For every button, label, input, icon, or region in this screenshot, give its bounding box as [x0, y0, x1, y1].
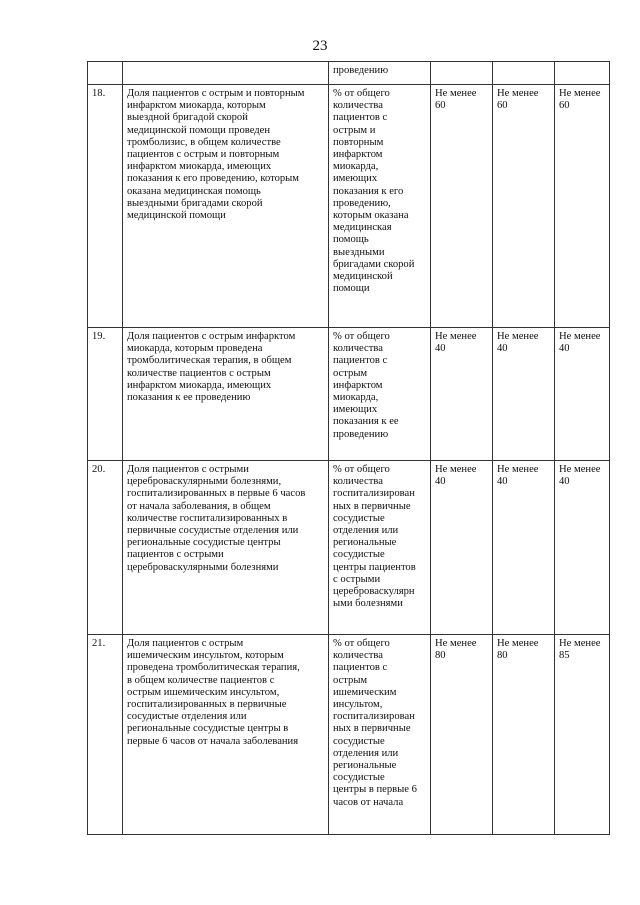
- unit-cell: % от общего количества пациентов с острым ишемическим инсультом, госпитализирован ных в первичные сосудистые отделения или региональные сосудистые центры в первые 6 часов от начала: [329, 635, 431, 835]
- row-number-cell: 18.: [88, 85, 123, 328]
- unit-cell: % от общего количества пациентов с острым инфарктом миокарда, имеющих показания к ее проведению: [329, 328, 431, 461]
- table-row: [88, 85, 610, 328]
- table-row: [88, 461, 610, 635]
- value-year2-cell: Не менее 60: [493, 85, 555, 328]
- indicator-name-cell: Доля пациентов с острым ишемическим инсультом, которым проведена тромболитическая терапия, в общем количестве пациентов с острым ишемическим инсультом, госпитализированных в первичные сосудистые отделения или региональные сосудистые центры в первые 6 часов от начала заболевания: [123, 635, 329, 835]
- value-year1-cell: Не менее 80: [431, 635, 493, 835]
- table-row-continuation: [88, 62, 610, 85]
- indicator-name-cell: [123, 62, 329, 85]
- row-number-cell: 19.: [88, 328, 123, 461]
- value-year1-cell: Не менее 60: [431, 85, 493, 328]
- value-year1-cell: [431, 62, 493, 85]
- value-year2-cell: [493, 62, 555, 85]
- value-year2-cell: Не менее 40: [493, 328, 555, 461]
- page-number: 23: [312, 38, 328, 54]
- indicators-table: [87, 61, 610, 835]
- indicator-name-cell: Доля пациентов с острыми цереброваскулярными болезнями, госпитализированных в первые 6 часов от начала заболевания, в общем количестве госпитализированных в первичные сосудистые отделения или региональные сосудистые центры пациентов с острыми цереброваскулярными болезнями: [123, 461, 329, 635]
- row-number-cell: 20.: [88, 461, 123, 635]
- value-year2-cell: Не менее 40: [493, 461, 555, 635]
- value-year3-cell: Не менее 40: [555, 328, 610, 461]
- indicator-name-cell: Доля пациентов с острым инфарктом миокарда, которым проведена тромболитическая терапия, в общем количестве пациентов с острым инфарктом миокарда, имеющих показания к ее проведению: [123, 328, 329, 461]
- row-number-cell: [88, 62, 123, 85]
- value-year3-cell: Не менее 85: [555, 635, 610, 835]
- unit-cell: % от общего количества госпитализирован ных в первичные сосудистые отделения или региональные сосудистые центры пациентов с острыми цереброваскулярн ыми болезнями: [329, 461, 431, 635]
- table-row: [88, 328, 610, 461]
- value-year3-cell: Не менее 60: [555, 85, 610, 328]
- unit-cell: % от общего количества пациентов с острым и повторным инфарктом миокарда, имеющих показания к его проведению, которым оказана медицинская помощь выездными бригадами скорой медицинской помощи: [329, 85, 431, 328]
- value-year1-cell: Не менее 40: [431, 328, 493, 461]
- table-row: [88, 635, 610, 835]
- value-year1-cell: Не менее 40: [431, 461, 493, 635]
- unit-cell: проведению: [329, 62, 431, 85]
- row-number-cell: 21.: [88, 635, 123, 835]
- indicator-name-cell: Доля пациентов с острым и повторным инфарктом миокарда, которым выездной бригадой скорой медицинской помощи проведен тромболизис, в общем количестве пациентов с острым и повторным инфарктом миокарда, имеющих показания к его проведению, которым оказана медицинская помощь выездными бригадами скорой медицинской помощи: [123, 85, 329, 328]
- value-year3-cell: Не менее 40: [555, 461, 610, 635]
- value-year2-cell: Не менее 80: [493, 635, 555, 835]
- value-year3-cell: [555, 62, 610, 85]
